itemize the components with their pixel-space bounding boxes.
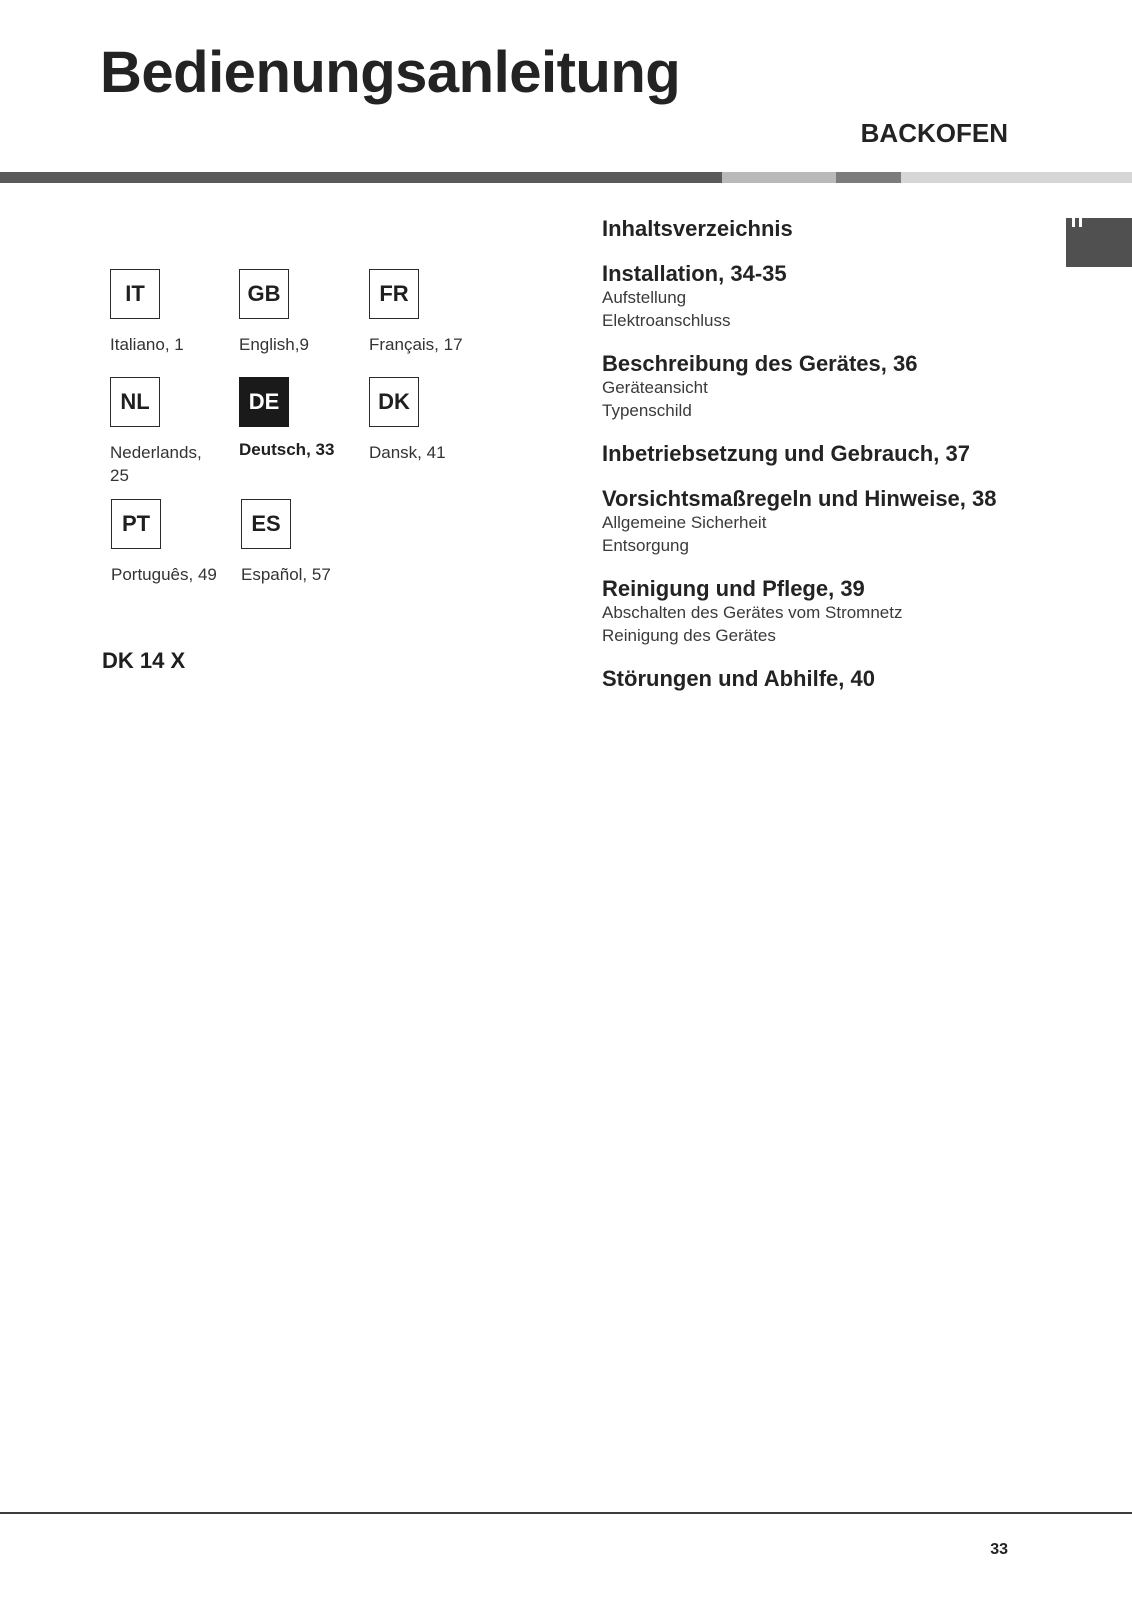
toc-section-title: Installation, 34-35	[602, 261, 787, 286]
language-fr[interactable]	[369, 269, 499, 356]
product-type-label: BACKOFEN	[860, 118, 1008, 148]
toc-heading: Inhaltsverzeichnis	[602, 216, 793, 241]
language-code-box: PT	[111, 499, 161, 549]
toc-section-stoerungen[interactable]	[602, 666, 1072, 692]
language-dk[interactable]	[369, 377, 499, 464]
toc-subitem: Abschalten des Gerätes vom Stromnetz	[602, 603, 903, 622]
language-edge-tab	[1066, 218, 1132, 267]
language-code-box: FR	[369, 269, 419, 319]
language-name: Français, 17	[369, 335, 463, 354]
toc-section-beschreibung[interactable]	[602, 351, 1072, 422]
toc-section-reinigung[interactable]	[602, 576, 1072, 647]
toc-section-vorsichtsmassregeln[interactable]	[602, 486, 1072, 557]
toc-subitem: Geräteansicht	[602, 378, 708, 397]
language-code-box: IT	[110, 269, 160, 319]
toc-section-title: Vorsichtsmaßregeln und Hinweise, 38	[602, 486, 997, 511]
toc-subitem: Entsorgung	[602, 535, 689, 555]
table-of-contents	[602, 216, 1072, 711]
toc-subitem: Aufstellung	[602, 288, 687, 307]
language-code-box: DE	[239, 377, 289, 427]
language-name: Dansk, 41	[369, 443, 446, 462]
language-code-box: GB	[239, 269, 289, 319]
document-title: Bedienungsanleitung	[100, 40, 681, 105]
toc-subitem: Allgemeine Sicherheit	[602, 513, 767, 532]
toc-section-title: Inbetriebsetzung und Gebrauch, 37	[602, 441, 970, 466]
language-name: Deutsch, 33	[239, 440, 335, 459]
language-name: Português, 49	[111, 565, 217, 584]
footer-divider	[0, 1512, 1132, 1514]
language-code-box: ES	[241, 499, 291, 549]
language-it[interactable]	[110, 269, 240, 356]
toc-section-installation[interactable]	[602, 261, 1072, 332]
language-nl[interactable]	[110, 377, 240, 487]
toc-subitem: Reinigung des Gerätes	[602, 625, 776, 645]
toc-section-title: Störungen und Abhilfe, 40	[602, 666, 875, 691]
language-code-box: NL	[110, 377, 160, 427]
toc-section-title: Reinigung und Pflege, 39	[602, 576, 865, 601]
language-name: Italiano, 1	[110, 335, 184, 354]
header-divider-bar	[0, 172, 1132, 183]
language-pt[interactable]	[111, 499, 241, 586]
language-es[interactable]	[241, 499, 371, 586]
toc-subitem: Elektroanschluss	[602, 310, 731, 330]
model-number: DK 14 X	[102, 648, 186, 673]
language-code-box: DK	[369, 377, 419, 427]
toc-subitem: Typenschild	[602, 400, 692, 420]
language-de[interactable]	[239, 377, 369, 461]
language-name: Nederlands, 25	[110, 443, 202, 485]
toc-section-inbetriebsetzung[interactable]	[602, 441, 1072, 467]
language-name: English,9	[239, 335, 309, 354]
toc-section-title: Beschreibung des Gerätes, 36	[602, 351, 918, 376]
language-gb[interactable]	[239, 269, 369, 356]
language-name: Español, 57	[241, 565, 331, 584]
page-number: 33	[990, 1541, 1008, 1558]
